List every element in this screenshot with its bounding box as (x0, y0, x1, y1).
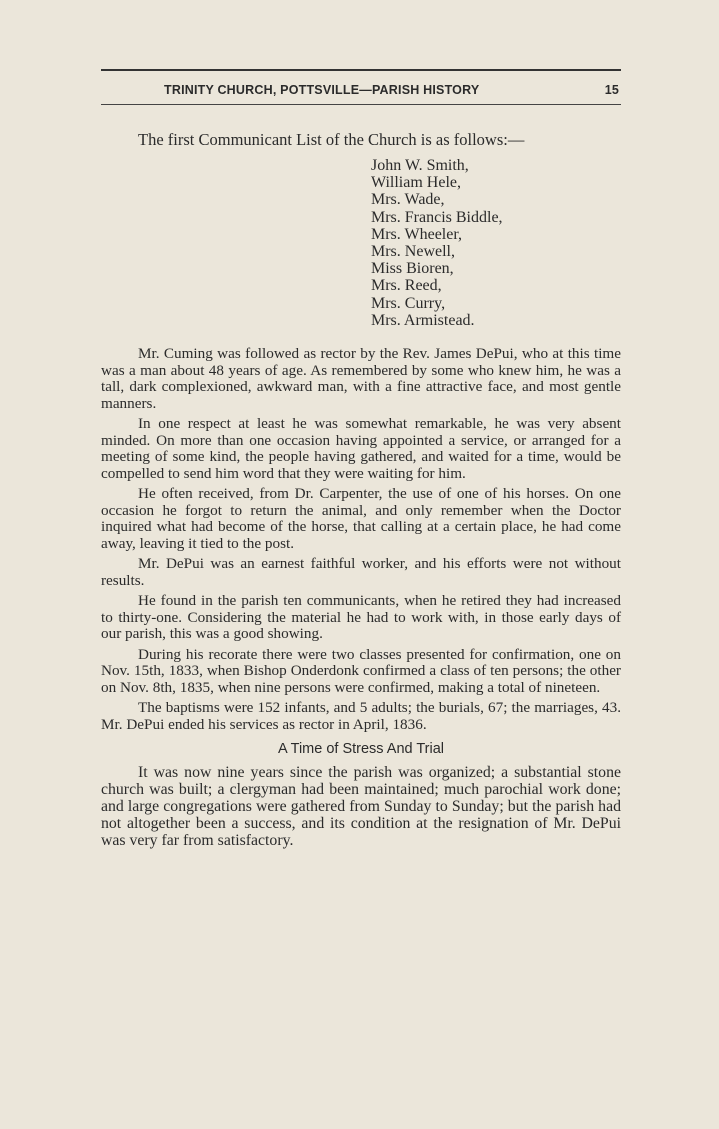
paragraph-confirmation: During his recorate there were two classes presented for confirmation, one on Nov. 15th, 1833, when Bishop Onderdonk confirmed a class of ten persons; the other on Nov. 8th, 1835, when nine persons were confirmed, making a total of nineteen. (101, 645, 621, 696)
communicant-list (371, 157, 503, 329)
communicant-name: Mrs. Reed, (371, 277, 442, 295)
communicant-name: Mrs. Wade, (371, 191, 445, 209)
paragraph-depui-intro: Mr. Cuming was followed as rector by the Rev. James DePui, who at this time was a man about 48 years of age. As remembered by some who knew him, he was a tall, dark complexioned, awkward man, with a fine attractive face, and most gentle manners. (101, 345, 621, 412)
paragraph-stress-trial: It was now nine years since the parish was organized; a substantial stone church was built; a clergyman had been maintained; much parochial work done; and large congregations were gathered from Sunday to Sunday; but the parish had not altogether been a success, and its condition at the resignation of Mr. DePui was very far from satisfactory. (101, 763, 621, 850)
paragraph-faithful-worker: Mr. DePui was an earnest faithful worker, and his efforts were not without results. (101, 555, 621, 589)
communicant-name: John W. Smith, (371, 157, 469, 174)
page-number: 15 (604, 83, 619, 97)
paragraph-absent-minded: In one respect at least he was somewhat remarkable, he was very absent minded. On more than one occasion having appointed a service, or arranged for a meeting of some kind, the people having gathered, and waited for a time, would be compelled to send him word that they were waiting for him. (101, 415, 621, 482)
header-top-rule (101, 69, 621, 71)
communicant-name: Mrs. Francis Biddle, (371, 208, 503, 226)
communicant-name: Miss Bioren, (371, 260, 454, 278)
communicant-name: Mrs. Wheeler, (371, 225, 463, 243)
running-header (101, 80, 621, 102)
header-bottom-rule (101, 104, 621, 105)
paragraph-baptisms: The baptisms were 152 infants, and 5 adults; the burials, 67; the marriages, 43. Mr. DePui ended his services as rector in April, 1836. (101, 699, 621, 733)
communicant-name: Mrs. Curry, (371, 294, 446, 312)
paragraph-horse: He often received, from Dr. Carpenter, the use of one of his horses. On one occasion he forgot to return the animal, and only remember when the Doctor inquired what had become of the horse, that calling at a certain place, he had come away, leaving it tied to the post. (101, 485, 621, 552)
communicant-name: Mrs. Armistead. (371, 311, 475, 329)
paragraph-communicants: He found in the parish ten communicants, when he retired they had increased to thirty-one. Considering the material he had to work with, in those early days of our parish, this was a good showing. (101, 592, 621, 642)
body-text (101, 346, 621, 854)
communicant-name: Mrs. Newell, (371, 243, 455, 261)
communicant-list-intro: The first Communicant List of the Church is as follows:— (138, 130, 525, 149)
communicant-name: William Hele, (371, 174, 461, 192)
running-title: TRINITY CHURCH, POTTSVILLE—PARISH HISTORY (164, 83, 480, 97)
section-heading: A Time of Stress And Trial (277, 741, 444, 757)
